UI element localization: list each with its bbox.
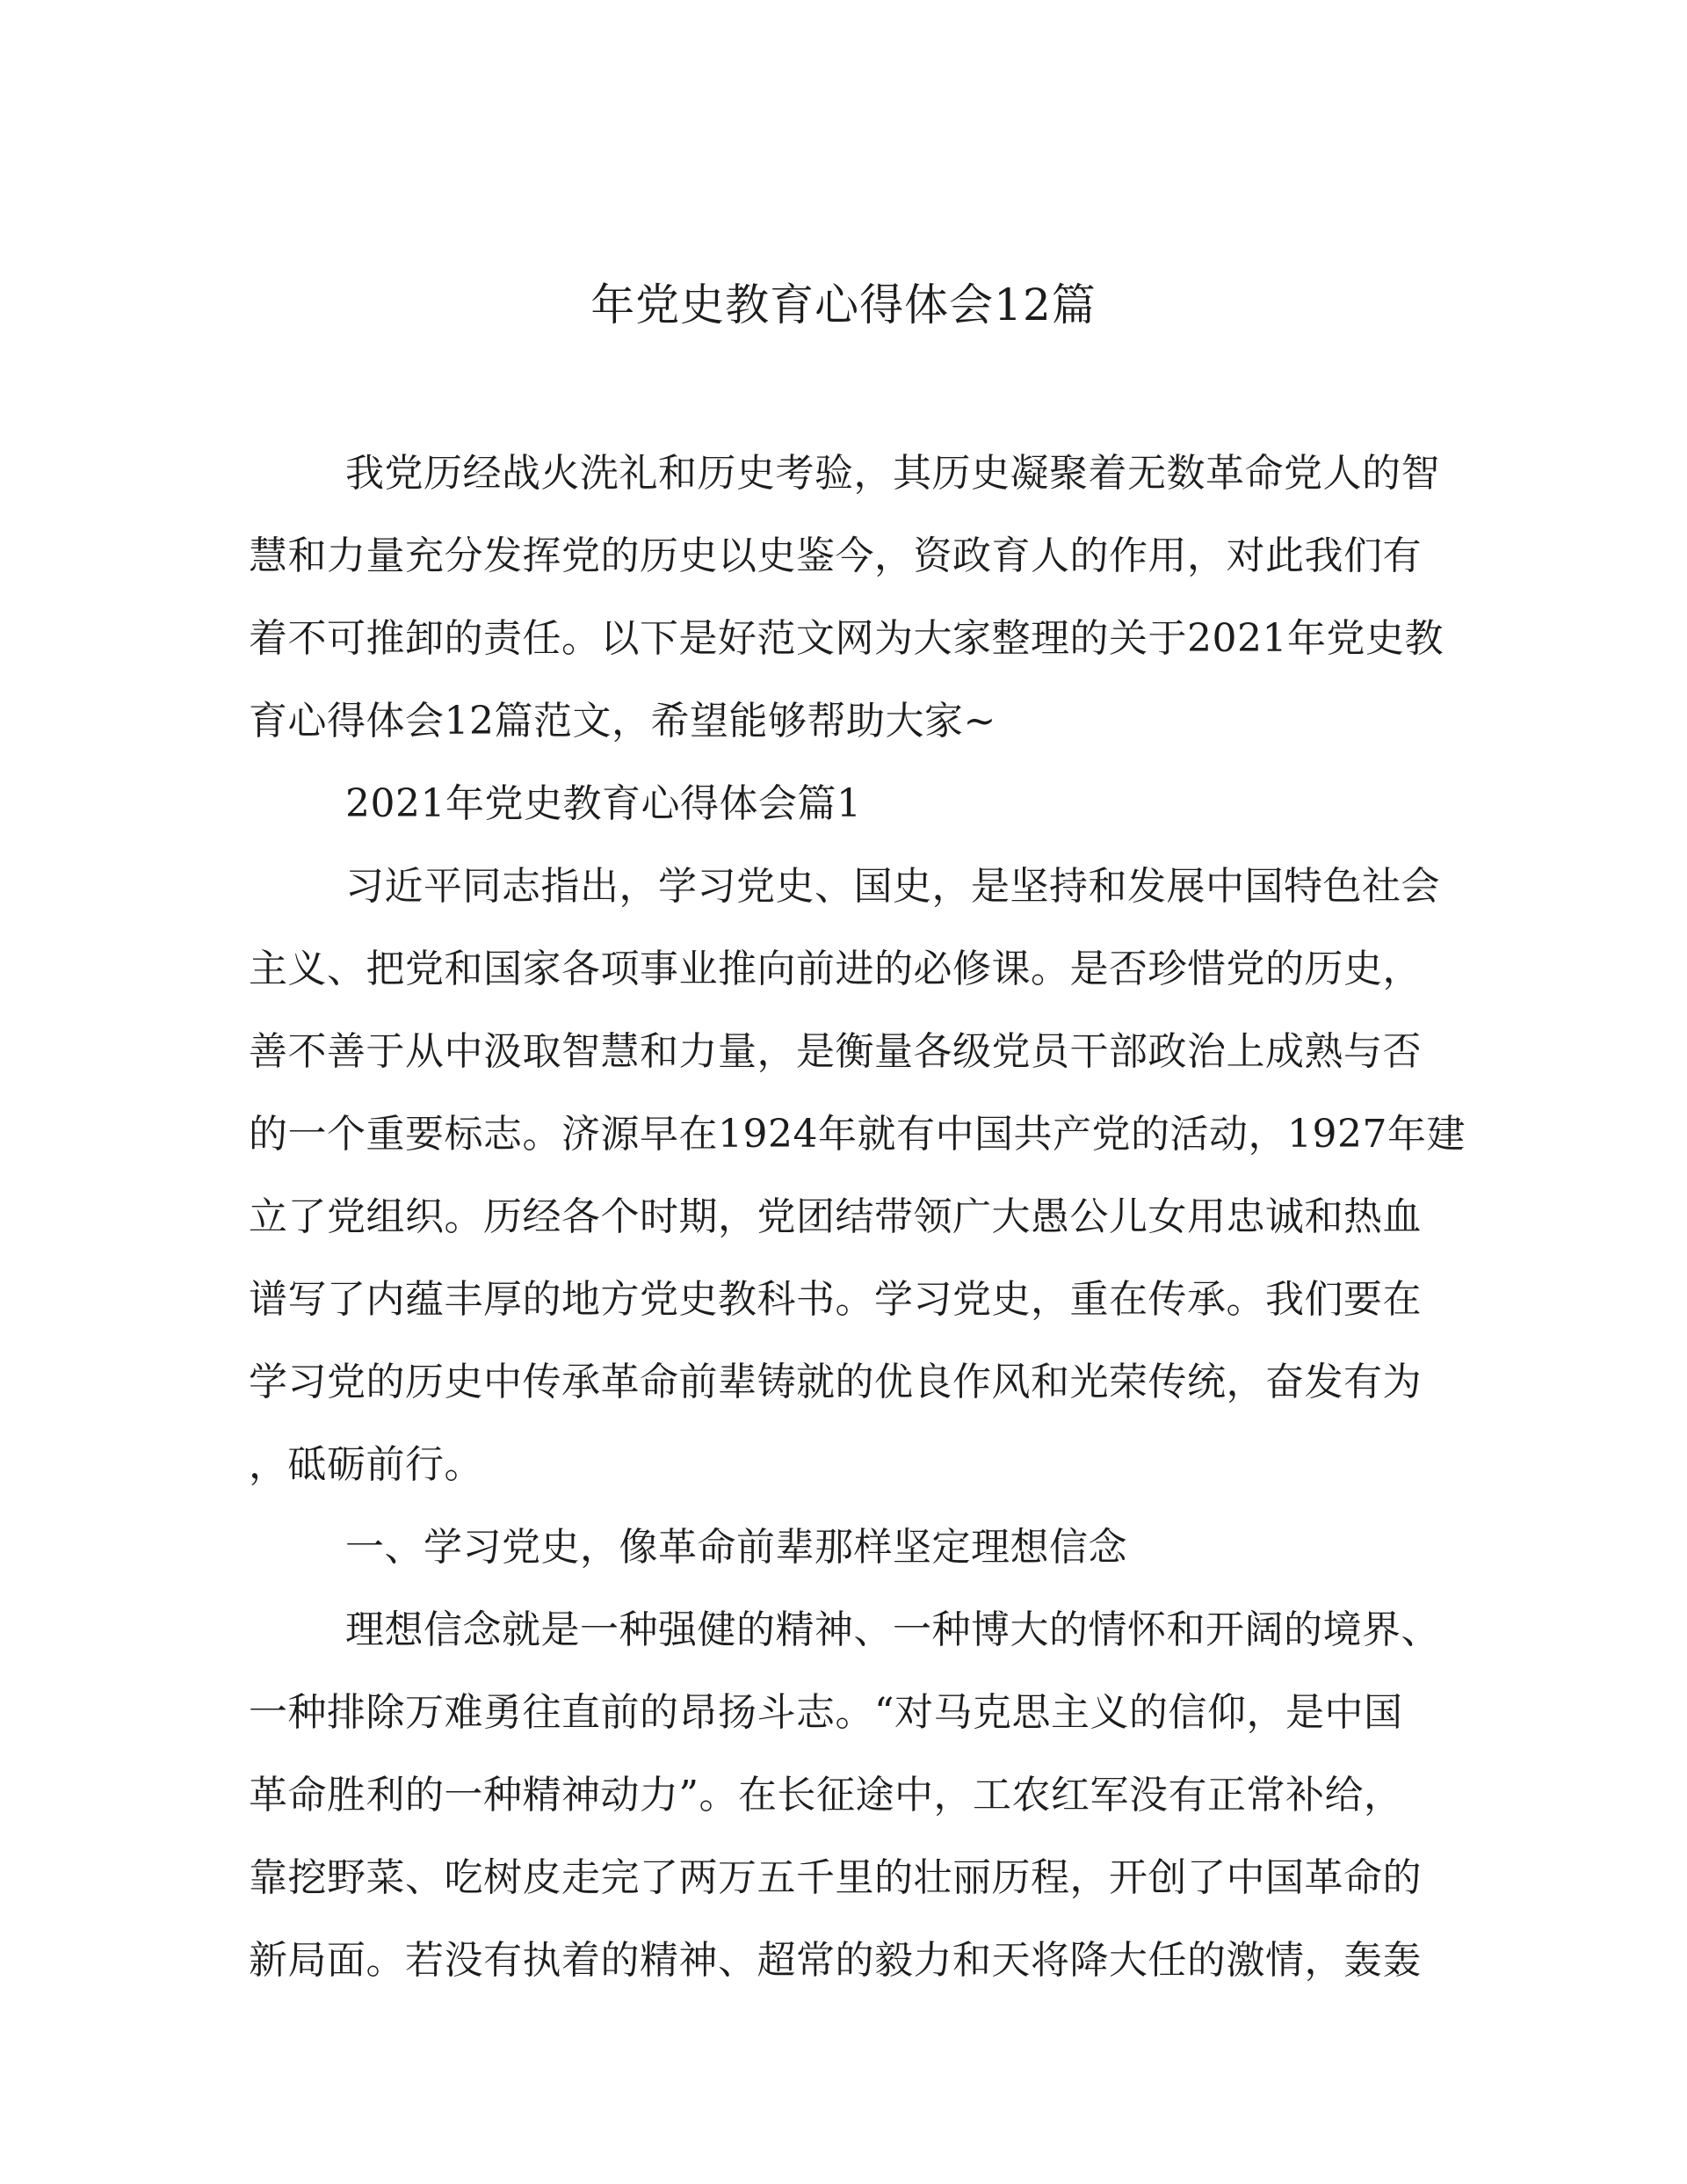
text-line: 慧和力量充分发挥党的历史以史鉴今，资政育人的作用，对此我们有 — [249, 533, 1422, 578]
document-title: 年党史教育心得体会12篇 — [590, 279, 1097, 330]
text-line: 着不可推卸的责任。以下是好范文网为大家整理的关于2021年党史教 — [249, 616, 1444, 661]
text-line: 一种排除万难勇往直前的昂扬斗志。“对马克思主义的信仰，是中国 — [249, 1690, 1403, 1735]
section-heading: 2021年党史教育心得体会篇1 — [345, 781, 862, 826]
text-line: 新局面。若没有执着的精神、超常的毅力和天将降大任的激情，轰轰 — [249, 1938, 1422, 1983]
text-line: 的一个重要标志。济源早在1924年就有中国共产党的活动，1927年建 — [249, 1112, 1466, 1157]
text-line: 靠挖野菜、吃树皮走完了两万五千里的壮丽历程，开创了中国革命的 — [249, 1855, 1422, 1900]
text-line: ，砥砺前行。 — [249, 1442, 483, 1487]
text-line: 习近平同志指出，学习党史、国史，是坚持和发展中国特色社会 — [345, 864, 1440, 909]
section-heading: 一、学习党史，像革命前辈那样坚定理想信念 — [345, 1525, 1127, 1570]
document-body — [249, 432, 1466, 2002]
text-line: 善不善于从中汲取智慧和力量，是衡量各级党员干部政治上成熟与否 — [249, 1029, 1422, 1074]
text-line: 主义、把党和国家各项事业推向前进的必修课。是否珍惜党的历史， — [249, 947, 1422, 991]
text-line: 学习党的历史中传承革命前辈铸就的优良作风和光荣传统，奋发有为 — [249, 1360, 1422, 1404]
text-line: 革命胜利的一种精神动力”。在长征途中，工农红军没有正常补给， — [249, 1773, 1403, 1818]
text-line: 育心得体会12篇范文，希望能够帮助大家~ — [249, 699, 996, 744]
text-line: 谱写了内蕴丰厚的地方党史教科书。学习党史，重在传承。我们要在 — [249, 1277, 1422, 1322]
text-line: 立了党组织。历经各个时期，党团结带领广大愚公儿女用忠诚和热血 — [249, 1194, 1422, 1239]
text-line: 理想信念就是一种强健的精神、一种博大的情怀和开阔的境界、 — [345, 1607, 1440, 1652]
text-line: 我党历经战火洗礼和历史考验，其历史凝聚着无数革命党人的智 — [345, 451, 1440, 496]
